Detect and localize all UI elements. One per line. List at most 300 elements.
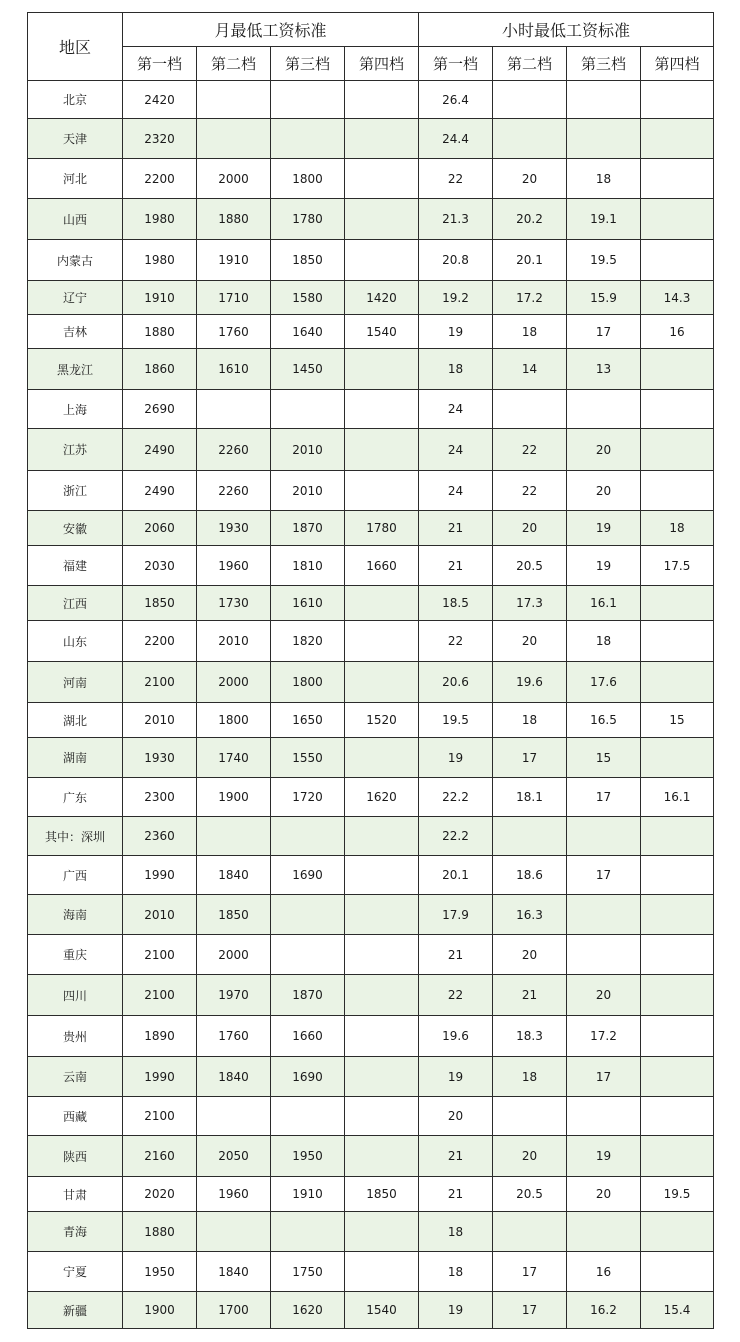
monthly-tier-2-cell: 1970: [197, 975, 271, 1016]
hourly-tier-3-header: 第三档: [567, 47, 641, 81]
hourly-tier-2-cell: 21: [493, 975, 567, 1016]
monthly-tier-2-cell: [197, 390, 271, 429]
hourly-tier-4-cell: [641, 471, 714, 511]
region-cell: 西藏: [28, 1097, 123, 1136]
region-cell: 其中：深圳: [28, 817, 123, 856]
hourly-tier-1-cell: 18: [419, 1252, 493, 1292]
monthly-tier-2-cell: 2000: [197, 935, 271, 975]
hourly-tier-3-cell: 17: [567, 778, 641, 817]
monthly-tier-3-cell: 1720: [271, 778, 345, 817]
hourly-tier-4-cell: [641, 895, 714, 935]
hourly-tier-3-cell: [567, 81, 641, 119]
hourly-tier-3-cell: 19: [567, 1136, 641, 1177]
hourly-tier-1-cell: 21: [419, 1136, 493, 1177]
hourly-tier-4-cell: [641, 119, 714, 159]
hourly-tier-4-cell: 16: [641, 315, 714, 349]
minimum-wage-table: [27, 12, 714, 1329]
monthly-tier-2-cell: [197, 1097, 271, 1136]
monthly-tier-1-header: 第一档: [123, 47, 197, 81]
table-row: [28, 281, 714, 315]
monthly-tier-2-cell: 1740: [197, 738, 271, 778]
hourly-tier-3-cell: 19.1: [567, 199, 641, 240]
table-row: [28, 738, 714, 778]
hourly-tier-4-cell: 18: [641, 511, 714, 546]
hourly-tier-2-cell: 16.3: [493, 895, 567, 935]
hourly-tier-2-cell: 18.6: [493, 856, 567, 895]
hourly-tier-1-cell: 20.8: [419, 240, 493, 281]
table-row: [28, 81, 714, 119]
region-cell: 甘肃: [28, 1177, 123, 1212]
monthly-tier-4-cell: [345, 586, 419, 621]
monthly-tier-4-cell: [345, 856, 419, 895]
hourly-tier-3-cell: 16.5: [567, 703, 641, 738]
hourly-tier-4-cell: [641, 1057, 714, 1097]
region-cell: 云南: [28, 1057, 123, 1097]
hourly-tier-3-cell: 16: [567, 1252, 641, 1292]
monthly-tier-1-cell: 2010: [123, 895, 197, 935]
table-row: [28, 895, 714, 935]
monthly-tier-1-cell: 1860: [123, 349, 197, 390]
hourly-tier-2-cell: 20.1: [493, 240, 567, 281]
monthly-tier-4-cell: [345, 1097, 419, 1136]
hourly-tier-3-cell: 20: [567, 975, 641, 1016]
region-cell: 黑龙江: [28, 349, 123, 390]
monthly-tier-3-cell: [271, 81, 345, 119]
hourly-tier-1-cell: 19.2: [419, 281, 493, 315]
monthly-tier-1-cell: 2100: [123, 975, 197, 1016]
hourly-tier-1-cell: 19: [419, 738, 493, 778]
hourly-tier-3-cell: 18: [567, 621, 641, 662]
region-cell: 江西: [28, 586, 123, 621]
monthly-tier-3-cell: [271, 119, 345, 159]
hourly-tier-4-cell: [641, 1097, 714, 1136]
hourly-tier-4-cell: 15: [641, 703, 714, 738]
hourly-tier-2-cell: 20.5: [493, 546, 567, 586]
hourly-tier-1-header: 第一档: [419, 47, 493, 81]
table-row: [28, 471, 714, 511]
monthly-tier-3-cell: [271, 817, 345, 856]
monthly-tier-1-cell: 2100: [123, 1097, 197, 1136]
hourly-tier-1-cell: 22.2: [419, 817, 493, 856]
monthly-tier-4-cell: [345, 1212, 419, 1252]
hourly-tier-2-cell: 14: [493, 349, 567, 390]
hourly-tier-4-cell: [641, 240, 714, 281]
hourly-tier-4-cell: [641, 390, 714, 429]
hourly-tier-4-cell: [641, 1016, 714, 1057]
hourly-tier-1-cell: 20: [419, 1097, 493, 1136]
hourly-tier-3-cell: 17.6: [567, 662, 641, 703]
hourly-tier-3-cell: 18: [567, 159, 641, 199]
region-cell: 海南: [28, 895, 123, 935]
monthly-tier-1-cell: 2100: [123, 662, 197, 703]
monthly-tier-4-cell: [345, 471, 419, 511]
monthly-tier-1-cell: 1900: [123, 1292, 197, 1329]
region-cell: 北京: [28, 81, 123, 119]
monthly-tier-4-cell: 1420: [345, 281, 419, 315]
hourly-tier-1-cell: 24.4: [419, 119, 493, 159]
hourly-tier-2-cell: 18.1: [493, 778, 567, 817]
hourly-tier-2-cell: 18: [493, 703, 567, 738]
table-row: [28, 546, 714, 586]
hourly-tier-1-cell: 18.5: [419, 586, 493, 621]
hourly-tier-2-cell: 20: [493, 159, 567, 199]
region-cell: 陕西: [28, 1136, 123, 1177]
table-row: [28, 621, 714, 662]
monthly-tier-2-cell: 1960: [197, 1177, 271, 1212]
table-row: [28, 349, 714, 390]
monthly-tier-1-cell: 1950: [123, 1252, 197, 1292]
monthly-tier-1-cell: 2160: [123, 1136, 197, 1177]
region-cell: 广东: [28, 778, 123, 817]
hourly-tier-1-cell: 19: [419, 315, 493, 349]
table-row: [28, 1057, 714, 1097]
monthly-tier-2-cell: 1840: [197, 1057, 271, 1097]
monthly-tier-2-cell: [197, 1212, 271, 1252]
monthly-tier-1-cell: 1990: [123, 856, 197, 895]
monthly-tier-2-cell: 1840: [197, 856, 271, 895]
monthly-tier-3-cell: [271, 1097, 345, 1136]
hourly-tier-2-cell: 20: [493, 511, 567, 546]
region-cell: 青海: [28, 1212, 123, 1252]
monthly-tier-1-cell: 2320: [123, 119, 197, 159]
hourly-tier-4-cell: [641, 81, 714, 119]
hourly-tier-1-cell: 21.3: [419, 199, 493, 240]
monthly-tier-1-cell: 1990: [123, 1057, 197, 1097]
monthly-tier-1-cell: 2010: [123, 703, 197, 738]
monthly-wage-header: 月最低工资标准: [123, 13, 419, 47]
hourly-tier-3-cell: 20: [567, 471, 641, 511]
hourly-tier-4-cell: 14.3: [641, 281, 714, 315]
monthly-tier-3-cell: 1660: [271, 1016, 345, 1057]
hourly-tier-4-cell: [641, 856, 714, 895]
hourly-tier-3-cell: 20: [567, 1177, 641, 1212]
hourly-tier-2-cell: 20.5: [493, 1177, 567, 1212]
monthly-tier-4-cell: 1540: [345, 1292, 419, 1329]
monthly-tier-2-cell: 1610: [197, 349, 271, 390]
hourly-tier-2-cell: 17.2: [493, 281, 567, 315]
hourly-tier-3-cell: [567, 935, 641, 975]
monthly-tier-2-cell: 1760: [197, 1016, 271, 1057]
table-row: [28, 511, 714, 546]
monthly-tier-4-cell: [345, 1252, 419, 1292]
hourly-tier-2-cell: 20: [493, 621, 567, 662]
monthly-tier-2-header: 第二档: [197, 47, 271, 81]
region-cell: 重庆: [28, 935, 123, 975]
monthly-tier-4-cell: 1520: [345, 703, 419, 738]
table-body: [28, 81, 714, 1329]
table-row: [28, 586, 714, 621]
monthly-tier-3-cell: 1750: [271, 1252, 345, 1292]
monthly-tier-4-cell: [345, 1057, 419, 1097]
table-row: [28, 817, 714, 856]
monthly-tier-1-cell: 1880: [123, 315, 197, 349]
monthly-tier-3-cell: [271, 390, 345, 429]
monthly-tier-3-cell: 1610: [271, 586, 345, 621]
hourly-tier-2-cell: 18.3: [493, 1016, 567, 1057]
monthly-tier-4-cell: [345, 1016, 419, 1057]
hourly-tier-1-cell: 18: [419, 349, 493, 390]
monthly-tier-2-cell: 2260: [197, 429, 271, 471]
monthly-tier-4-cell: 1540: [345, 315, 419, 349]
region-cell: 吉林: [28, 315, 123, 349]
hourly-tier-1-cell: 22: [419, 621, 493, 662]
table-row: [28, 119, 714, 159]
monthly-tier-2-cell: 2000: [197, 159, 271, 199]
hourly-tier-4-cell: [641, 621, 714, 662]
region-cell: 广西: [28, 856, 123, 895]
hourly-tier-2-cell: [493, 1097, 567, 1136]
hourly-tier-3-cell: 20: [567, 429, 641, 471]
monthly-tier-4-cell: [345, 895, 419, 935]
monthly-tier-2-cell: 2010: [197, 621, 271, 662]
hourly-tier-1-cell: 22.2: [419, 778, 493, 817]
monthly-tier-3-cell: 1870: [271, 511, 345, 546]
monthly-tier-2-cell: 1900: [197, 778, 271, 817]
table-row: [28, 856, 714, 895]
table-row: [28, 662, 714, 703]
monthly-tier-1-cell: 1890: [123, 1016, 197, 1057]
monthly-tier-4-cell: [345, 81, 419, 119]
hourly-tier-3-cell: 17.2: [567, 1016, 641, 1057]
hourly-tier-3-cell: [567, 390, 641, 429]
monthly-tier-1-cell: 2020: [123, 1177, 197, 1212]
hourly-tier-3-cell: 16.1: [567, 586, 641, 621]
monthly-tier-1-cell: 2490: [123, 429, 197, 471]
monthly-tier-4-cell: [345, 1136, 419, 1177]
monthly-tier-3-cell: 1800: [271, 159, 345, 199]
table-row: [28, 1177, 714, 1212]
monthly-tier-3-cell: 1640: [271, 315, 345, 349]
region-cell: 安徽: [28, 511, 123, 546]
hourly-tier-3-cell: 15: [567, 738, 641, 778]
monthly-tier-3-cell: 1650: [271, 703, 345, 738]
hourly-tier-1-cell: 19.6: [419, 1016, 493, 1057]
hourly-tier-4-cell: [641, 662, 714, 703]
monthly-tier-2-cell: 2260: [197, 471, 271, 511]
hourly-tier-2-cell: 22: [493, 429, 567, 471]
monthly-tier-2-cell: 1960: [197, 546, 271, 586]
monthly-tier-2-cell: 1800: [197, 703, 271, 738]
hourly-tier-1-cell: 22: [419, 975, 493, 1016]
table-row: [28, 159, 714, 199]
monthly-tier-4-header: 第四档: [345, 47, 419, 81]
hourly-tier-2-cell: 17: [493, 738, 567, 778]
monthly-tier-3-cell: [271, 895, 345, 935]
hourly-tier-3-cell: 19: [567, 511, 641, 546]
monthly-tier-2-cell: 1760: [197, 315, 271, 349]
hourly-tier-2-cell: [493, 390, 567, 429]
monthly-tier-4-cell: [345, 429, 419, 471]
monthly-tier-3-cell: 1780: [271, 199, 345, 240]
monthly-tier-2-cell: 2000: [197, 662, 271, 703]
table-row: [28, 975, 714, 1016]
region-cell: 宁夏: [28, 1252, 123, 1292]
monthly-tier-2-cell: 1710: [197, 281, 271, 315]
hourly-tier-1-cell: 24: [419, 429, 493, 471]
monthly-tier-3-cell: [271, 935, 345, 975]
monthly-tier-1-cell: 2360: [123, 817, 197, 856]
hourly-tier-1-cell: 17.9: [419, 895, 493, 935]
monthly-tier-4-cell: [345, 199, 419, 240]
monthly-tier-2-cell: [197, 817, 271, 856]
table-row: [28, 778, 714, 817]
monthly-tier-4-cell: [345, 240, 419, 281]
monthly-tier-3-header: 第三档: [271, 47, 345, 81]
table-row: [28, 240, 714, 281]
hourly-tier-2-cell: 22: [493, 471, 567, 511]
hourly-tier-2-cell: [493, 1212, 567, 1252]
monthly-tier-1-cell: 1880: [123, 1212, 197, 1252]
hourly-tier-3-cell: [567, 895, 641, 935]
region-cell: 四川: [28, 975, 123, 1016]
hourly-tier-4-cell: [641, 738, 714, 778]
hourly-tier-3-cell: 19.5: [567, 240, 641, 281]
hourly-tier-3-cell: [567, 119, 641, 159]
hourly-tier-4-cell: [641, 1212, 714, 1252]
hourly-tier-4-cell: [641, 159, 714, 199]
monthly-tier-4-cell: [345, 738, 419, 778]
monthly-tier-3-cell: 2010: [271, 429, 345, 471]
monthly-tier-1-cell: 1980: [123, 199, 197, 240]
hourly-tier-1-cell: 18: [419, 1212, 493, 1252]
hourly-tier-1-cell: 24: [419, 390, 493, 429]
monthly-tier-4-cell: 1780: [345, 511, 419, 546]
monthly-tier-3-cell: 1810: [271, 546, 345, 586]
hourly-tier-4-cell: [641, 1136, 714, 1177]
table-row: [28, 1016, 714, 1057]
hourly-tier-1-cell: 21: [419, 935, 493, 975]
hourly-tier-4-cell: [641, 935, 714, 975]
monthly-tier-2-cell: [197, 119, 271, 159]
monthly-tier-3-cell: 1450: [271, 349, 345, 390]
monthly-tier-1-cell: 2200: [123, 159, 197, 199]
hourly-tier-4-cell: [641, 199, 714, 240]
hourly-tier-3-cell: 17: [567, 1057, 641, 1097]
monthly-tier-4-cell: [345, 119, 419, 159]
hourly-tier-4-cell: 15.4: [641, 1292, 714, 1329]
monthly-tier-4-cell: [345, 621, 419, 662]
region-cell: 辽宁: [28, 281, 123, 315]
region-cell: 山东: [28, 621, 123, 662]
hourly-tier-4-cell: [641, 349, 714, 390]
monthly-tier-1-cell: 2490: [123, 471, 197, 511]
monthly-tier-1-cell: 2030: [123, 546, 197, 586]
monthly-tier-1-cell: 1910: [123, 281, 197, 315]
monthly-tier-2-cell: 2050: [197, 1136, 271, 1177]
monthly-tier-1-cell: 2300: [123, 778, 197, 817]
region-cell: 天津: [28, 119, 123, 159]
hourly-tier-3-cell: [567, 1097, 641, 1136]
monthly-tier-4-cell: [345, 817, 419, 856]
hourly-tier-1-cell: 21: [419, 546, 493, 586]
region-cell: 上海: [28, 390, 123, 429]
hourly-tier-2-cell: 19.6: [493, 662, 567, 703]
monthly-tier-2-cell: 1850: [197, 895, 271, 935]
region-header: 地区: [28, 13, 123, 81]
region-cell: 山西: [28, 199, 123, 240]
monthly-tier-4-cell: 1850: [345, 1177, 419, 1212]
table-row: [28, 199, 714, 240]
monthly-tier-1-cell: 1930: [123, 738, 197, 778]
monthly-tier-4-cell: [345, 349, 419, 390]
hourly-tier-3-cell: 13: [567, 349, 641, 390]
hourly-tier-4-cell: [641, 586, 714, 621]
monthly-tier-2-cell: 1930: [197, 511, 271, 546]
monthly-tier-3-cell: [271, 1212, 345, 1252]
region-cell: 湖南: [28, 738, 123, 778]
table-row: [28, 1136, 714, 1177]
hourly-tier-4-cell: 19.5: [641, 1177, 714, 1212]
monthly-tier-4-cell: [345, 975, 419, 1016]
hourly-tier-1-cell: 20.6: [419, 662, 493, 703]
monthly-tier-2-cell: 1700: [197, 1292, 271, 1329]
monthly-tier-2-cell: [197, 81, 271, 119]
hourly-tier-4-header: 第四档: [641, 47, 714, 81]
monthly-tier-3-cell: 1550: [271, 738, 345, 778]
region-cell: 河南: [28, 662, 123, 703]
hourly-tier-1-cell: 26.4: [419, 81, 493, 119]
monthly-tier-3-cell: 1820: [271, 621, 345, 662]
hourly-tier-2-cell: 17.3: [493, 586, 567, 621]
hourly-tier-3-cell: 17: [567, 856, 641, 895]
monthly-tier-3-cell: 1580: [271, 281, 345, 315]
monthly-tier-1-cell: 2100: [123, 935, 197, 975]
monthly-tier-3-cell: 1620: [271, 1292, 345, 1329]
hourly-tier-3-cell: 19: [567, 546, 641, 586]
hourly-tier-2-cell: 20.2: [493, 199, 567, 240]
wage-table-container: [27, 12, 714, 1329]
hourly-tier-4-cell: [641, 975, 714, 1016]
table-row: [28, 429, 714, 471]
monthly-tier-2-cell: 1910: [197, 240, 271, 281]
monthly-tier-4-cell: [345, 159, 419, 199]
hourly-tier-3-cell: 15.9: [567, 281, 641, 315]
hourly-tier-2-cell: [493, 119, 567, 159]
hourly-tier-2-cell: 20: [493, 1136, 567, 1177]
monthly-tier-4-cell: [345, 935, 419, 975]
hourly-tier-4-cell: 17.5: [641, 546, 714, 586]
hourly-tier-1-cell: 22: [419, 159, 493, 199]
monthly-tier-2-cell: 1880: [197, 199, 271, 240]
monthly-tier-3-cell: 1850: [271, 240, 345, 281]
region-cell: 贵州: [28, 1016, 123, 1057]
monthly-tier-1-cell: 2690: [123, 390, 197, 429]
monthly-tier-3-cell: 2010: [271, 471, 345, 511]
monthly-tier-4-cell: [345, 390, 419, 429]
region-cell: 河北: [28, 159, 123, 199]
hourly-tier-2-cell: 17: [493, 1292, 567, 1329]
hourly-tier-2-header: 第二档: [493, 47, 567, 81]
monthly-tier-1-cell: 1980: [123, 240, 197, 281]
region-cell: 湖北: [28, 703, 123, 738]
hourly-tier-1-cell: 21: [419, 1177, 493, 1212]
hourly-tier-4-cell: 16.1: [641, 778, 714, 817]
hourly-tier-1-cell: 20.1: [419, 856, 493, 895]
monthly-tier-3-cell: 1870: [271, 975, 345, 1016]
hourly-tier-4-cell: [641, 817, 714, 856]
region-cell: 新疆: [28, 1292, 123, 1329]
hourly-tier-1-cell: 21: [419, 511, 493, 546]
monthly-tier-3-cell: 1690: [271, 1057, 345, 1097]
table-row: [28, 1292, 714, 1329]
hourly-tier-1-cell: 19: [419, 1057, 493, 1097]
hourly-tier-1-cell: 19.5: [419, 703, 493, 738]
hourly-tier-2-cell: 17: [493, 1252, 567, 1292]
hourly-tier-1-cell: 24: [419, 471, 493, 511]
monthly-tier-1-cell: 2420: [123, 81, 197, 119]
hourly-tier-3-cell: [567, 1212, 641, 1252]
table-row: [28, 935, 714, 975]
